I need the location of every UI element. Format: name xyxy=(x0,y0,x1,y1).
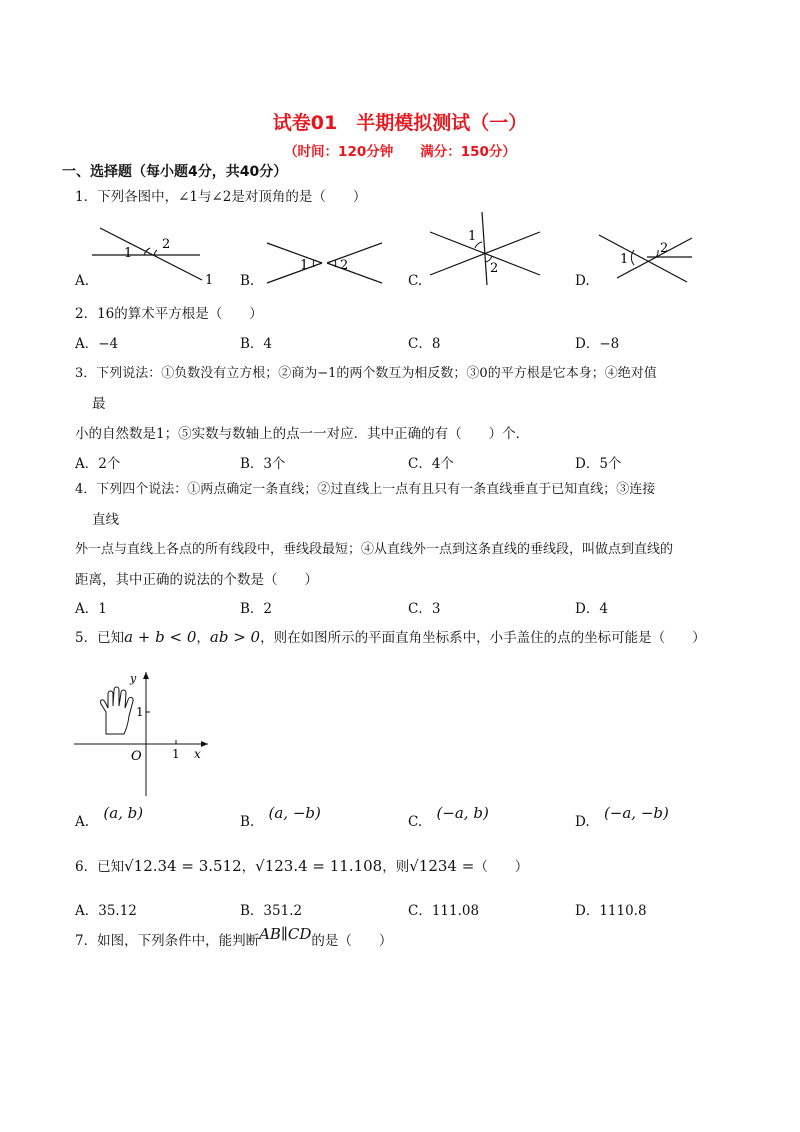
coordinate-plane-figure xyxy=(68,668,218,798)
q3-option-b[interactable]: B．3个 xyxy=(240,456,286,472)
question-4-line-1: 4．下列四个说法：①两点确定一条直线；②过直线上一点有且只有一条直线垂直于已知直线；③连接 xyxy=(75,482,656,497)
q2-option-c[interactable]: C．8 xyxy=(408,336,441,352)
q5-option-c-math: (−a, b) xyxy=(436,804,489,822)
q3-option-a[interactable]: A．2个 xyxy=(75,456,121,472)
fig-b-label-1: 1 xyxy=(300,258,309,273)
x-axis-label: x xyxy=(194,747,201,761)
q6-given-2: √123.4 = 11.108 xyxy=(255,857,383,875)
origin-label: O xyxy=(131,749,142,764)
question-5-stem xyxy=(75,626,706,646)
figure-b xyxy=(267,243,382,283)
question-3-line-2: 最 xyxy=(92,396,106,412)
q5-option-d-math: (−a, −b) xyxy=(603,804,669,822)
q1-option-a[interactable]: A. xyxy=(75,273,90,289)
q4-option-a[interactable]: A．1 xyxy=(75,601,107,617)
q7-parallel-expr: AB∥CD xyxy=(259,925,312,943)
question-2-stem: 2．16的算术平方根是（ ） xyxy=(75,306,263,322)
fig-d-label-1: 1 xyxy=(620,252,629,267)
question-7-stem xyxy=(75,925,393,949)
q5-option-a[interactable]: A. xyxy=(75,814,90,830)
question-6-stem xyxy=(75,855,528,875)
q6-target-expr: √1234 = xyxy=(409,857,475,875)
q4-option-c[interactable]: C．3 xyxy=(408,601,441,617)
q6-given-1: √12.34 = 3.512 xyxy=(124,857,242,875)
q7-stem-suffix: 的是（ ） xyxy=(311,933,393,949)
section-heading: 一、选择题（每小题4分，共40分） xyxy=(62,164,288,180)
q5-option-d[interactable]: D. xyxy=(575,814,590,830)
q5-option-c[interactable]: C. xyxy=(408,814,423,830)
q4-option-b[interactable]: B．2 xyxy=(240,601,273,617)
hand-icon xyxy=(100,687,133,734)
question-3-line-3: 小的自然数是1；⑤实数与数轴上的点一一对应．其中正确的有（ ）个． xyxy=(75,426,530,442)
q5-option-b[interactable]: B. xyxy=(240,814,255,830)
q2-option-b[interactable]: B．4 xyxy=(240,336,273,352)
fig-a-label-2: 2 xyxy=(162,237,171,252)
figure-d xyxy=(599,235,692,282)
q2-option-d[interactable]: D．−8 xyxy=(575,336,620,352)
q6-stem-prefix: 6．已知 xyxy=(75,859,125,875)
q6-option-c[interactable]: C．111.08 xyxy=(408,903,480,919)
q5-condition-sum: a + b < 0 xyxy=(124,628,197,646)
q3-option-d[interactable]: D．5个 xyxy=(575,456,622,472)
fig-c-label-2: 2 xyxy=(490,261,499,276)
question-1-stem: 1．下列各图中，∠1与∠2是对顶角的是（ ） xyxy=(75,189,367,205)
q6-stem-then: ，则 xyxy=(382,859,410,875)
q1-option-c[interactable]: C. xyxy=(408,273,423,289)
q5-condition-product: ab > 0 xyxy=(209,628,261,646)
y-tick-1: 1 xyxy=(136,705,144,719)
page-title: 试卷01 半期模拟测试（一） xyxy=(272,112,528,134)
q3-option-c[interactable]: C．4个 xyxy=(408,456,454,472)
q6-option-d[interactable]: D．1110.8 xyxy=(575,903,647,919)
page-subtitle: （时间：120分钟 满分：150分） xyxy=(284,144,516,160)
q5-separator: ， xyxy=(196,630,210,646)
q1-option-d[interactable]: D. xyxy=(575,273,590,289)
q5-option-a-math: (a, b) xyxy=(103,804,144,822)
fig-d-label-2: 2 xyxy=(660,241,669,256)
q5-stem-prefix: 5．已知 xyxy=(75,630,125,646)
question-4-line-3: 外一点与直线上各点的所有线段中，垂线段最短；④从直线外一点到这条直线的垂线段，叫做点到直线的 xyxy=(75,542,674,557)
figure-c xyxy=(430,212,540,285)
x-tick-1: 1 xyxy=(172,747,180,761)
q4-option-d[interactable]: D．4 xyxy=(575,601,608,617)
q5-option-b-math: (a, −b) xyxy=(268,804,321,822)
question-3-line-1: 3．下列说法：①负数没有立方根；②商为−1的两个数互为相反数；③0的平方根是它本身；④绝对值 xyxy=(75,366,657,381)
q7-stem-prefix: 7．如图，下列条件中，能判断 xyxy=(75,933,260,949)
q6-stem-suffix: （ ） xyxy=(474,859,529,875)
fig-b-label-2: 2 xyxy=(340,258,349,273)
fig-a-label-1: 1 xyxy=(124,246,133,261)
fig-c-label-1: 1 xyxy=(468,229,477,244)
q1-option-b[interactable]: B. xyxy=(240,273,255,289)
question-4-line-2: 直线 xyxy=(92,512,119,528)
q2-option-a[interactable]: A．−4 xyxy=(75,336,119,352)
question-4-line-4: 距离，其中正确的说法的个数是（ ） xyxy=(75,572,318,588)
q6-option-b[interactable]: B．351.2 xyxy=(240,903,303,919)
q6-option-a[interactable]: A．35.12 xyxy=(75,903,137,919)
q5-stem-suffix: ，则在如图所示的平面直角坐标系中，小手盖住的点的坐标可能是（ ） xyxy=(260,630,706,646)
y-axis-label: y xyxy=(130,672,137,685)
q6-separator: ， xyxy=(241,859,256,875)
figure-a xyxy=(92,228,213,288)
fig-a-label-1b: 1 xyxy=(205,273,214,288)
